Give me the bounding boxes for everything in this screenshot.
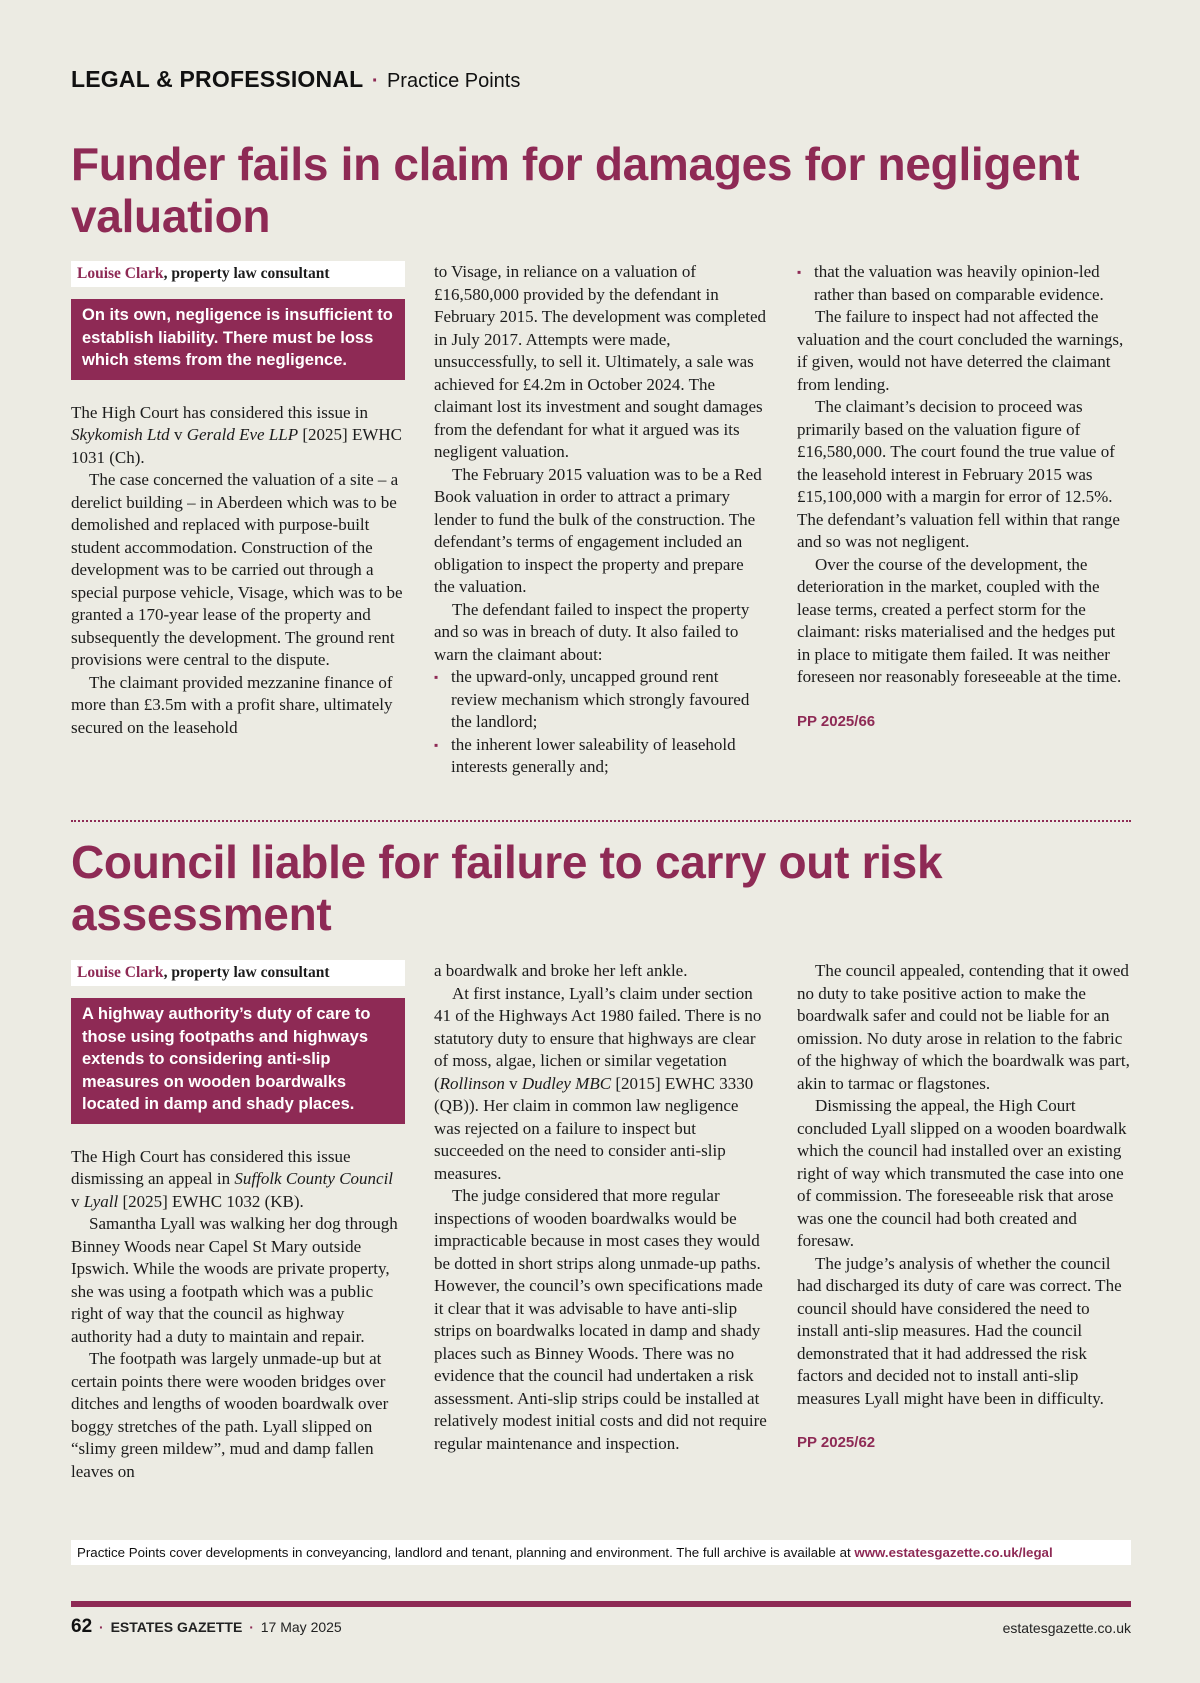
footer-separator: · — [99, 1619, 104, 1635]
text: At first instance, Lyall’s claim under section 41 of the Highways Act 1980 failed. There is no statutory duty to ensure that highways are clear of moss, algae, lichen or similar vegetation ( — [434, 983, 762, 1093]
archive-link[interactable]: www.estatesgazette.co.uk/legal — [854, 1545, 1053, 1560]
article2-reference: PP 2025/62 — [797, 1434, 876, 1451]
text: [2025] EWHC 1032 (KB). — [118, 1191, 304, 1211]
footer-rule — [71, 1601, 1131, 1607]
list-item: ▪ the inherent lower saleability of leasehold interests generally and; — [434, 734, 768, 779]
article1-paragraph: The failure to inspect had not affected the valuation and the court concluded the warnings, if given, would not have deterred the claimant from lending. — [797, 307, 1124, 394]
footer-separator: · — [249, 1619, 254, 1635]
site-url[interactable]: estatesgazette.co.uk — [1002, 1620, 1131, 1636]
byline-role: , property law consultant — [163, 265, 330, 282]
article2-paragraph: a boardwalk and broke her left ankle. — [434, 961, 688, 980]
article1-headline: Funder fails in claim for damages for negligent valuation — [71, 138, 1080, 242]
note-text: Practice Points cover developments in conveyancing, landlord and tenant, planning and environment. The full archive is available at — [77, 1545, 855, 1560]
section-title: LEGAL & PROFESSIONAL — [71, 66, 364, 92]
page-footer — [71, 1616, 1131, 1638]
article1-reference: PP 2025/66 — [797, 712, 876, 730]
article1-column-2 — [434, 261, 768, 779]
article2-paragraph: The judge’s analysis of whether the council had discharged its duty of care was correct. The council should have considered the need to install anti-slip measures. Had the council demonstrated that it had addressed the risk factors and decided not to install anti-slip measures Lyall might have been in difficulty. — [797, 1253, 1122, 1408]
section-header — [71, 66, 520, 93]
byline-name: Louise Clark — [77, 964, 164, 981]
text: v — [71, 1191, 84, 1211]
list-item: ▪ that the valuation was heavily opinion-led rather than based on comparable evidence. — [797, 261, 1131, 306]
list-item: ▪ the upward-only, uncapped ground rent review mechanism which strongly favoured the landlord; — [434, 666, 768, 734]
case-name: Skykomish Ltd — [71, 425, 170, 444]
header-separator: · — [371, 70, 379, 92]
article2-paragraph: Samantha Lyall was walking her dog through Binney Woods near Capel St Mary outside Ipswich. While the woods are private property, she was using a footpath which was a public right of way that the council as highway authority had a duty to maintain and repair. — [71, 1214, 398, 1346]
article2-paragraph: Dismissing the appeal, the High Court concluded Lyall slipped on a wooden boardwalk which the council had installed over an existing right of way which transmuted the case into one of commission. The foreseeable risk that arose was one the council had both created and foresaw. — [797, 1096, 1127, 1250]
article2-paragraph: The footpath was largely unmade-up but at certain points there were wooden bridges over ditches and lengths of wooden boardwalk over boggy stretches of the path. Lyall slipped on “slimy green mildew”, mud and damp fallen leaves on — [71, 1349, 389, 1481]
article1-paragraph: The case concerned the valuation of a site – a derelict building – in Aberdeen which was to be demolished and replaced with purpose-built student accommodation. Construction of the development was to be carried out through a special purpose vehicle, Visage, which was to be granted a 170-year lease of the property and subsequently the development. The ground rent provisions were central to the dispute. — [71, 470, 403, 669]
article-divider — [71, 820, 1131, 822]
page-number: 62 — [71, 1616, 93, 1637]
article1-paragraph: Over the course of the development, the deterioration in the market, coupled with the lease terms, created a perfect storm for the claimant: risks materialised and the hedges put in place to mitigate them failed. It was neither foreseen nor reasonably foreseeable at the time. — [797, 554, 1122, 686]
case-name: Dudley MBC — [521, 1073, 612, 1093]
text: [2025] EWHC 1031 (Ch). — [71, 425, 402, 467]
case-name: Gerald Eve LLP — [186, 425, 299, 444]
article1-bullet-list — [434, 666, 768, 779]
article2-paragraph — [71, 1146, 405, 1214]
text: [2015] EWHC 3330 (QB)). Her claim in common law negligence was rejected on a failure to inspect but succeeded on the need to consider anti-slip measures. — [434, 1073, 754, 1183]
article1-bullet-list — [797, 261, 1131, 306]
article1-column-1 — [71, 261, 405, 739]
article1-paragraph: The defendant failed to inspect the property and so was in breach of duty. It also failed to warn the claimant about: — [434, 599, 750, 664]
text: v — [169, 425, 187, 444]
text: The High Court has considered this issue dismissing an appeal in — [71, 1146, 351, 1188]
issue-date: 17 May 2025 — [260, 1619, 342, 1635]
case-name: Suffolk County Council — [234, 1169, 394, 1188]
case-name: Rollinson — [439, 1073, 505, 1093]
article2-column-1 — [71, 960, 405, 1483]
article2-column-2 — [434, 960, 768, 1455]
text: The High Court has considered this issue in — [71, 402, 368, 422]
section-subtitle: Practice Points — [386, 70, 521, 92]
article2-paragraph: The judge considered that more regular inspections of wooden boardwalks would be impracticable because in most cases they would be dotted in short strips along unmade-up paths. However, the council’s own specifications made it clear that it was advisable to have anti-slip strips on boardwalks located in damp and shady places such as Binney Woods. There was no evidence that the council had undertaken a risk assessment. Anti-slip strips could be installed at relatively modest initial costs and did not require regular maintenance and inspection. — [434, 1186, 767, 1453]
publication-name: ESTATES GAZETTE — [110, 1619, 243, 1635]
article1-paragraph: The claimant provided mezzanine finance of more than £3.5m with a profit share, ultimately secured on the leasehold — [71, 672, 393, 737]
article2-column-3 — [797, 960, 1131, 1455]
article1-paragraph: The claimant’s decision to proceed was primarily based on the valuation figure of £16,580,000. The court found the true value of the leasehold interest in February 2015 was £15,100,000 with a margin for error of 12.5%. The defendant’s valuation fell within that range and so was not negligent. — [797, 397, 1120, 551]
article1-column-3 — [797, 261, 1131, 733]
practice-points-note — [71, 1540, 1131, 1565]
article1-byline — [71, 261, 405, 287]
text: v — [504, 1073, 522, 1093]
article1-paragraph: The February 2015 valuation was to be a Red Book valuation in order to attract a primary lender to fund the bulk of the construction. The defendant’s terms of engagement included an obligation to inspect the property and prepare the valuation. — [434, 464, 762, 596]
byline-name: Louise Clark — [77, 265, 164, 282]
case-name: Lyall — [83, 1191, 119, 1211]
article2-paragraph: The council appealed, contending that it owed no duty to take positive action to make the boardwalk safer and could not be liable for an omission. No duty arose in relation to the fabric of the highway of which the boardwalk was part, akin to tarmac or flagstones. — [797, 961, 1130, 1093]
article1-paragraph — [71, 402, 405, 470]
article2-paragraph — [434, 983, 768, 1186]
article2-byline — [71, 960, 405, 986]
byline-role: , property law consultant — [163, 964, 330, 981]
article1-standfirst: On its own, negligence is insufficient to establish liability. There must be loss which stems from the negligence. — [71, 299, 405, 380]
article1-paragraph: to Visage, in reliance on a valuation of £16,580,000 provided by the defendant in February 2015. The development was completed in July 2017. Attempts were made, unsuccessfully, to sell it. Ultimately, a sale was achieved for £4.2m in October 2024. The claimant lost its investment and sought damages from the defendant for what it argued was its negligent valuation. — [434, 262, 767, 461]
article2-standfirst: A highway authority’s duty of care to those using footpaths and highways extends to considering anti-slip measures on wooden boardwalks located in damp and shady places. — [71, 998, 405, 1124]
article2-headline: Council liable for failure to carry out risk assessment — [71, 836, 943, 940]
